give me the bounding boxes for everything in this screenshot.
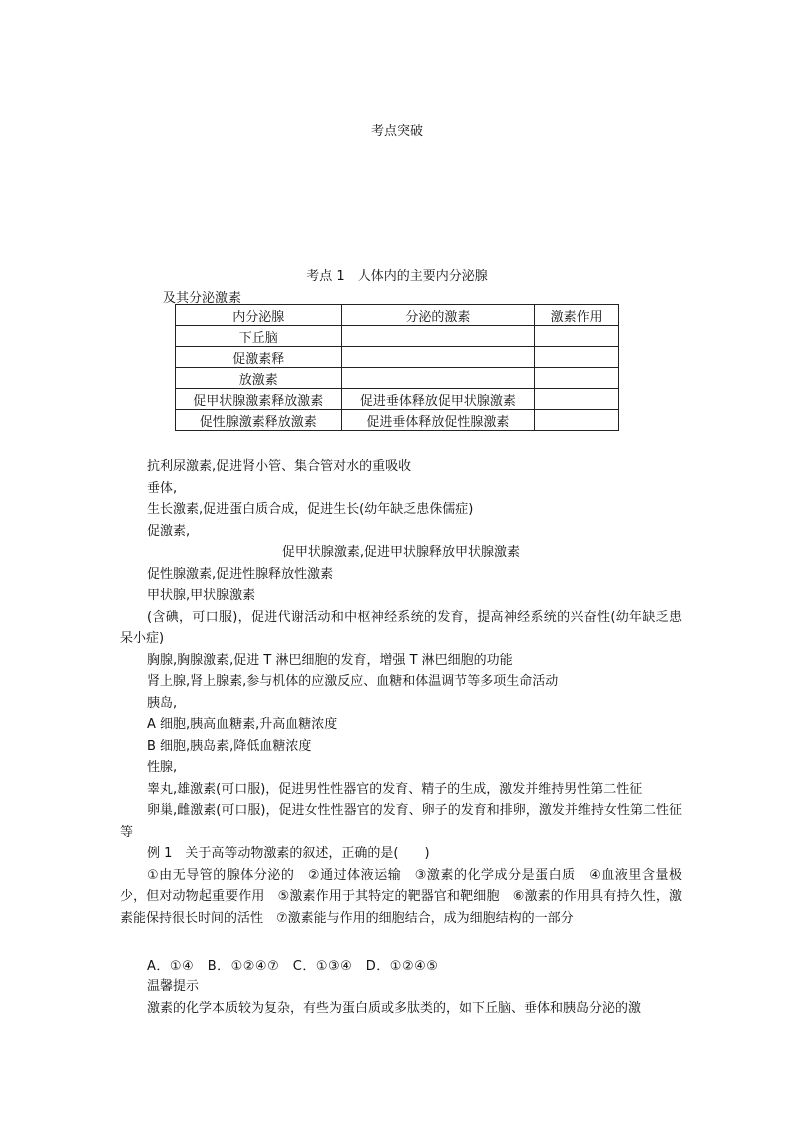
- table-cell: 促进垂体释放促性腺激素: [341, 410, 535, 431]
- table-cell: [535, 410, 619, 431]
- text-line: 促性腺激素,促进性腺释放性激素: [147, 566, 334, 582]
- answer-options: A．①④ B．①②④⑦ C．①③④ D．①②④⑤: [147, 959, 439, 974]
- table-cell: 促性腺激素释放激素: [176, 410, 342, 431]
- text-line: 促激素,: [147, 523, 191, 539]
- text-line: 肾上腺,肾上腺素,参与机体的应激反应、血糖和体温调节等多项生命活动: [147, 674, 559, 689]
- column-header: 激素作用: [535, 305, 619, 326]
- table-row: [176, 410, 619, 431]
- column-header: 内分泌腺: [176, 305, 342, 326]
- section-heading-continued: 及其分泌激素: [163, 291, 242, 306]
- tip-text: 激素的化学本质较为复杂，有些为蛋白质或多肽类的，如下丘脑、垂体和胰岛分泌的激: [147, 1000, 642, 1016]
- text-line: 甲状腺,甲状腺激素: [147, 588, 256, 603]
- table-cell: 促甲状腺激素释放激素: [176, 389, 342, 410]
- example-question: 例 1 关于高等动物激素的叙述，正确的是( ): [147, 846, 430, 861]
- gland-table: [175, 304, 619, 431]
- table-cell: [535, 347, 619, 368]
- table-cell: [535, 326, 619, 347]
- text-line: B 细胞,胰岛素,降低血糖浓度: [147, 738, 312, 754]
- column-header: 分泌的激素: [341, 305, 535, 326]
- page-title: 考点突破: [370, 124, 423, 139]
- section-heading: 考点 1 人体内的主要内分泌腺: [306, 269, 488, 284]
- table-cell: 促激素释: [176, 347, 342, 368]
- table-cell: [535, 389, 619, 410]
- content-body: [120, 456, 682, 929]
- text-line: 生长激素,促进蛋白质合成，促进生长(幼年缺乏患侏儒症): [147, 502, 474, 517]
- table-cell: [341, 326, 535, 347]
- tip-label: 温馨提示: [147, 979, 200, 994]
- table-header-row: [176, 305, 619, 326]
- table-cell: [535, 368, 619, 389]
- text-line: 胸腺,胸腺激素,促进 T 淋巴细胞的发育，增强 T 淋巴细胞的功能: [147, 652, 513, 668]
- text-paragraph: 卵巢,雌激素(可口服)，促进女性性器官的发育、卵子的发育和排卵，激发并维持女性第二性征等: [120, 803, 682, 840]
- table-cell: 放激素: [176, 368, 342, 389]
- table-cell: [341, 368, 535, 389]
- text-paragraph: (含碘，可口服)，促进代谢活动和中枢神经系统的发育，提高神经系统的兴奋性(幼年缺乏患呆小症): [120, 609, 682, 646]
- text-line: 性腺,: [147, 760, 178, 775]
- table-cell: 下丘脑: [176, 326, 342, 347]
- text-line: 垂体,: [147, 480, 178, 496]
- text-line: 抗利尿激素,促进肾小管、集合管对水的重吸收: [147, 459, 412, 474]
- table-cell: 促进垂体释放促甲状腺激素: [341, 389, 535, 410]
- table-row: [176, 326, 619, 347]
- table-row: [176, 389, 619, 410]
- table-row: [176, 347, 619, 368]
- text-line: A 细胞,胰高血糖素,升高血糖浓度: [147, 717, 338, 732]
- table-row: [176, 368, 619, 389]
- text-line: 胰岛,: [147, 695, 178, 711]
- table-cell: [341, 347, 535, 368]
- tip-section: [120, 976, 682, 1019]
- question-statements: ①由无导管的腺体分泌的 ②通过体液运输 ③激素的化学成分是蛋白质 ④血液里含量极少，但对动物起重要作用 ⑤激素作用于其特定的靶器官和靶细胞 ⑥激素的作用具有持久性，激素能保持很长时间的活性 ⑦激素能与作用的细胞结合，成为细胞结构的一部分: [120, 867, 682, 926]
- text-line: 睾丸,雄激素(可口服)，促进男性性器官的发育、精子的生成，激发并维持男性第二性征: [147, 781, 643, 797]
- text-line: 促甲状腺激素,促进甲状腺释放甲状腺激素: [281, 545, 521, 560]
